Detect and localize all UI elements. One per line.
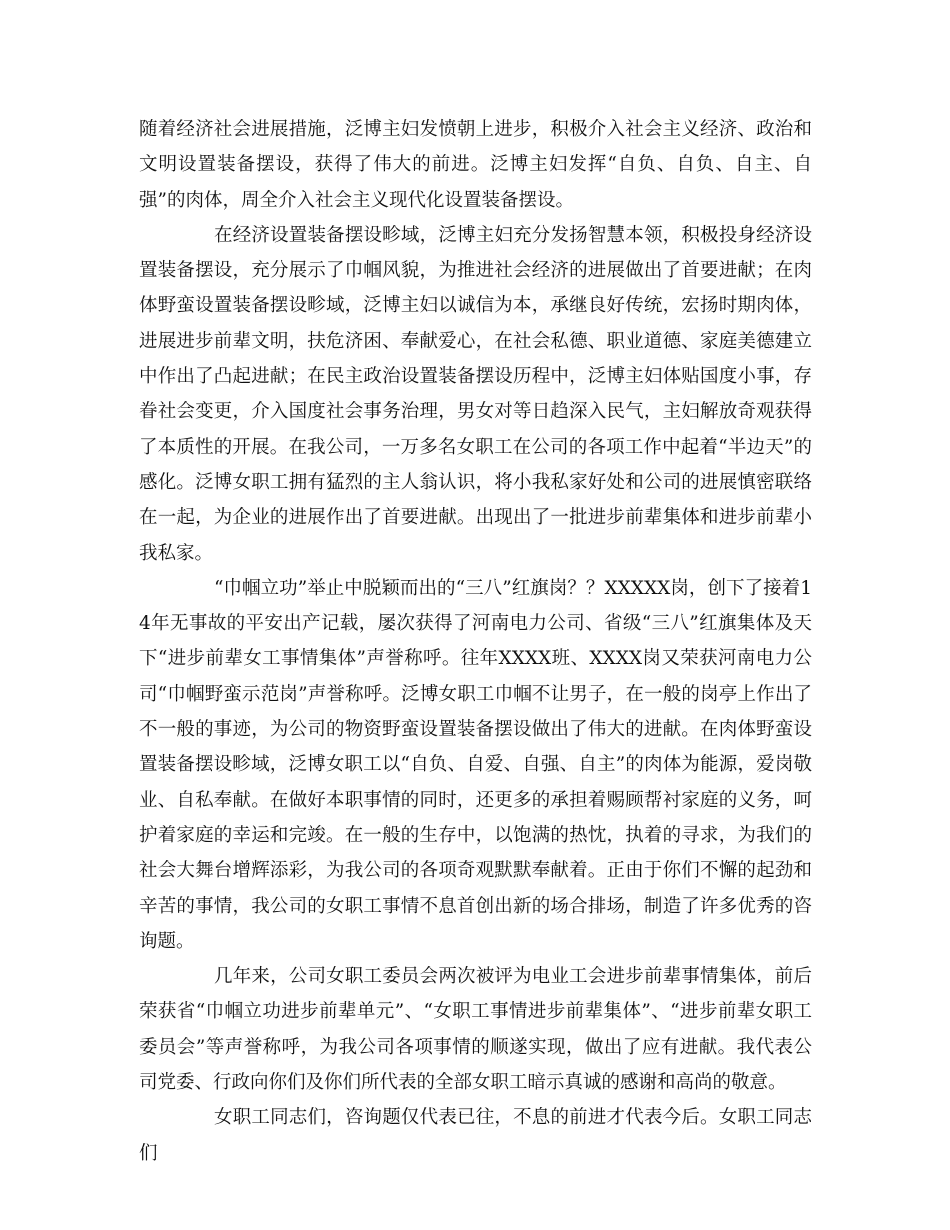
paragraph-3: “巾帼立功”举止中脱颖而出的“三八”红旗岗？？XXXXX岗，创下了接着14年无事故的平安出产记载，屡次获得了河南电力公司、省级“三八”红旗集体及天下“进步前辈女工事情集体”声誉称呼。往年XXXX班、XXXX岗又荣获河南电力公司“巾帼野蛮示范岗”声誉称呼。泛博女职工巾帼不让男子，在一般的岗亭上作出了不一般的事迹，为公司的物资野蛮设置装备摆设做出了伟大的进献。在肉体野蛮设置装备摆设畛域，泛博女职工以“自负、自爱、自强、自主”的肉体为能源，爱岗敬业、自私奉献。在做好本职事情的同时，还更多的承担着赐顾帮衬家庭的义务，呵护着家庭的幸运和完竣。在一般的生存中，以饱满的热忱，执着的寻求，为我们的社会大舞台增辉添彩，为我公司的各项奇观默默奉献着。正由于你们不懈的起劲和辛苦的事情，我公司的女职工事情不息首创出新的场合排场，制造了许多优秀的咨询题。 (139, 577, 812, 952)
paragraph-1: 随着经济社会进展措施，泛博主妇发愤朝上进步，积极介入社会主义经济、政治和文明设置装备摆设，获得了伟大的前进。泛博主妇发挥“自负、自负、自主、自强”的肉体，周全介入社会主义现代化设置装备摆设。 (139, 119, 812, 211)
document-body (139, 112, 812, 1171)
paragraph-5: 女职工同志们，咨询题仅代表已往，不息的前进才代表今后。女职工同志们 (139, 1107, 812, 1164)
paragraph-2: 在经济设置装备摆设畛域，泛博主妇充分发扬智慧本领，积极投身经济设置装备摆设，充分展示了巾帼风貌，为推进社会经济的进展做出了首要进献；在肉体野蛮设置装备摆设畛域，泛博主妇以诚信为本，承继良好传统，宏扬时期肉体，进展进步前辈文明，扶危济困、奉献爱心，在社会私德、职业道德、家庭美德建立中作出了凸起进献；在民主政治设置装备摆设历程中，泛博主妇体贴国度小事，存眷社会变更，介入国度社会事务治理，男女对等日趋深入民气，主妇解放奇观获得了本质性的开展。在我公司，一万多名女职工在公司的各项工作中起着“半边天”的感化。泛博女职工拥有猛烈的主人翁认识，将小我私家好处和公司的进展慎密联络在一起，为企业的进展作出了首要进献。出现出了一批进步前辈集体和进步前辈小我私家。 (139, 224, 812, 564)
paragraph-4: 几年来，公司女职工委员会两次被评为电业工会进步前辈事情集体，前后荣获省“巾帼立功进步前辈单元”、“女职工事情进步前辈集体”、“进步前辈女职工委员会”等声誉称呼，为我公司各项事情的顺遂实现，做出了应有进献。我代表公司党委、行政向你们及你们所代表的全部女职工暗示真诚的感谢和高尚的敬意。 (139, 966, 812, 1094)
